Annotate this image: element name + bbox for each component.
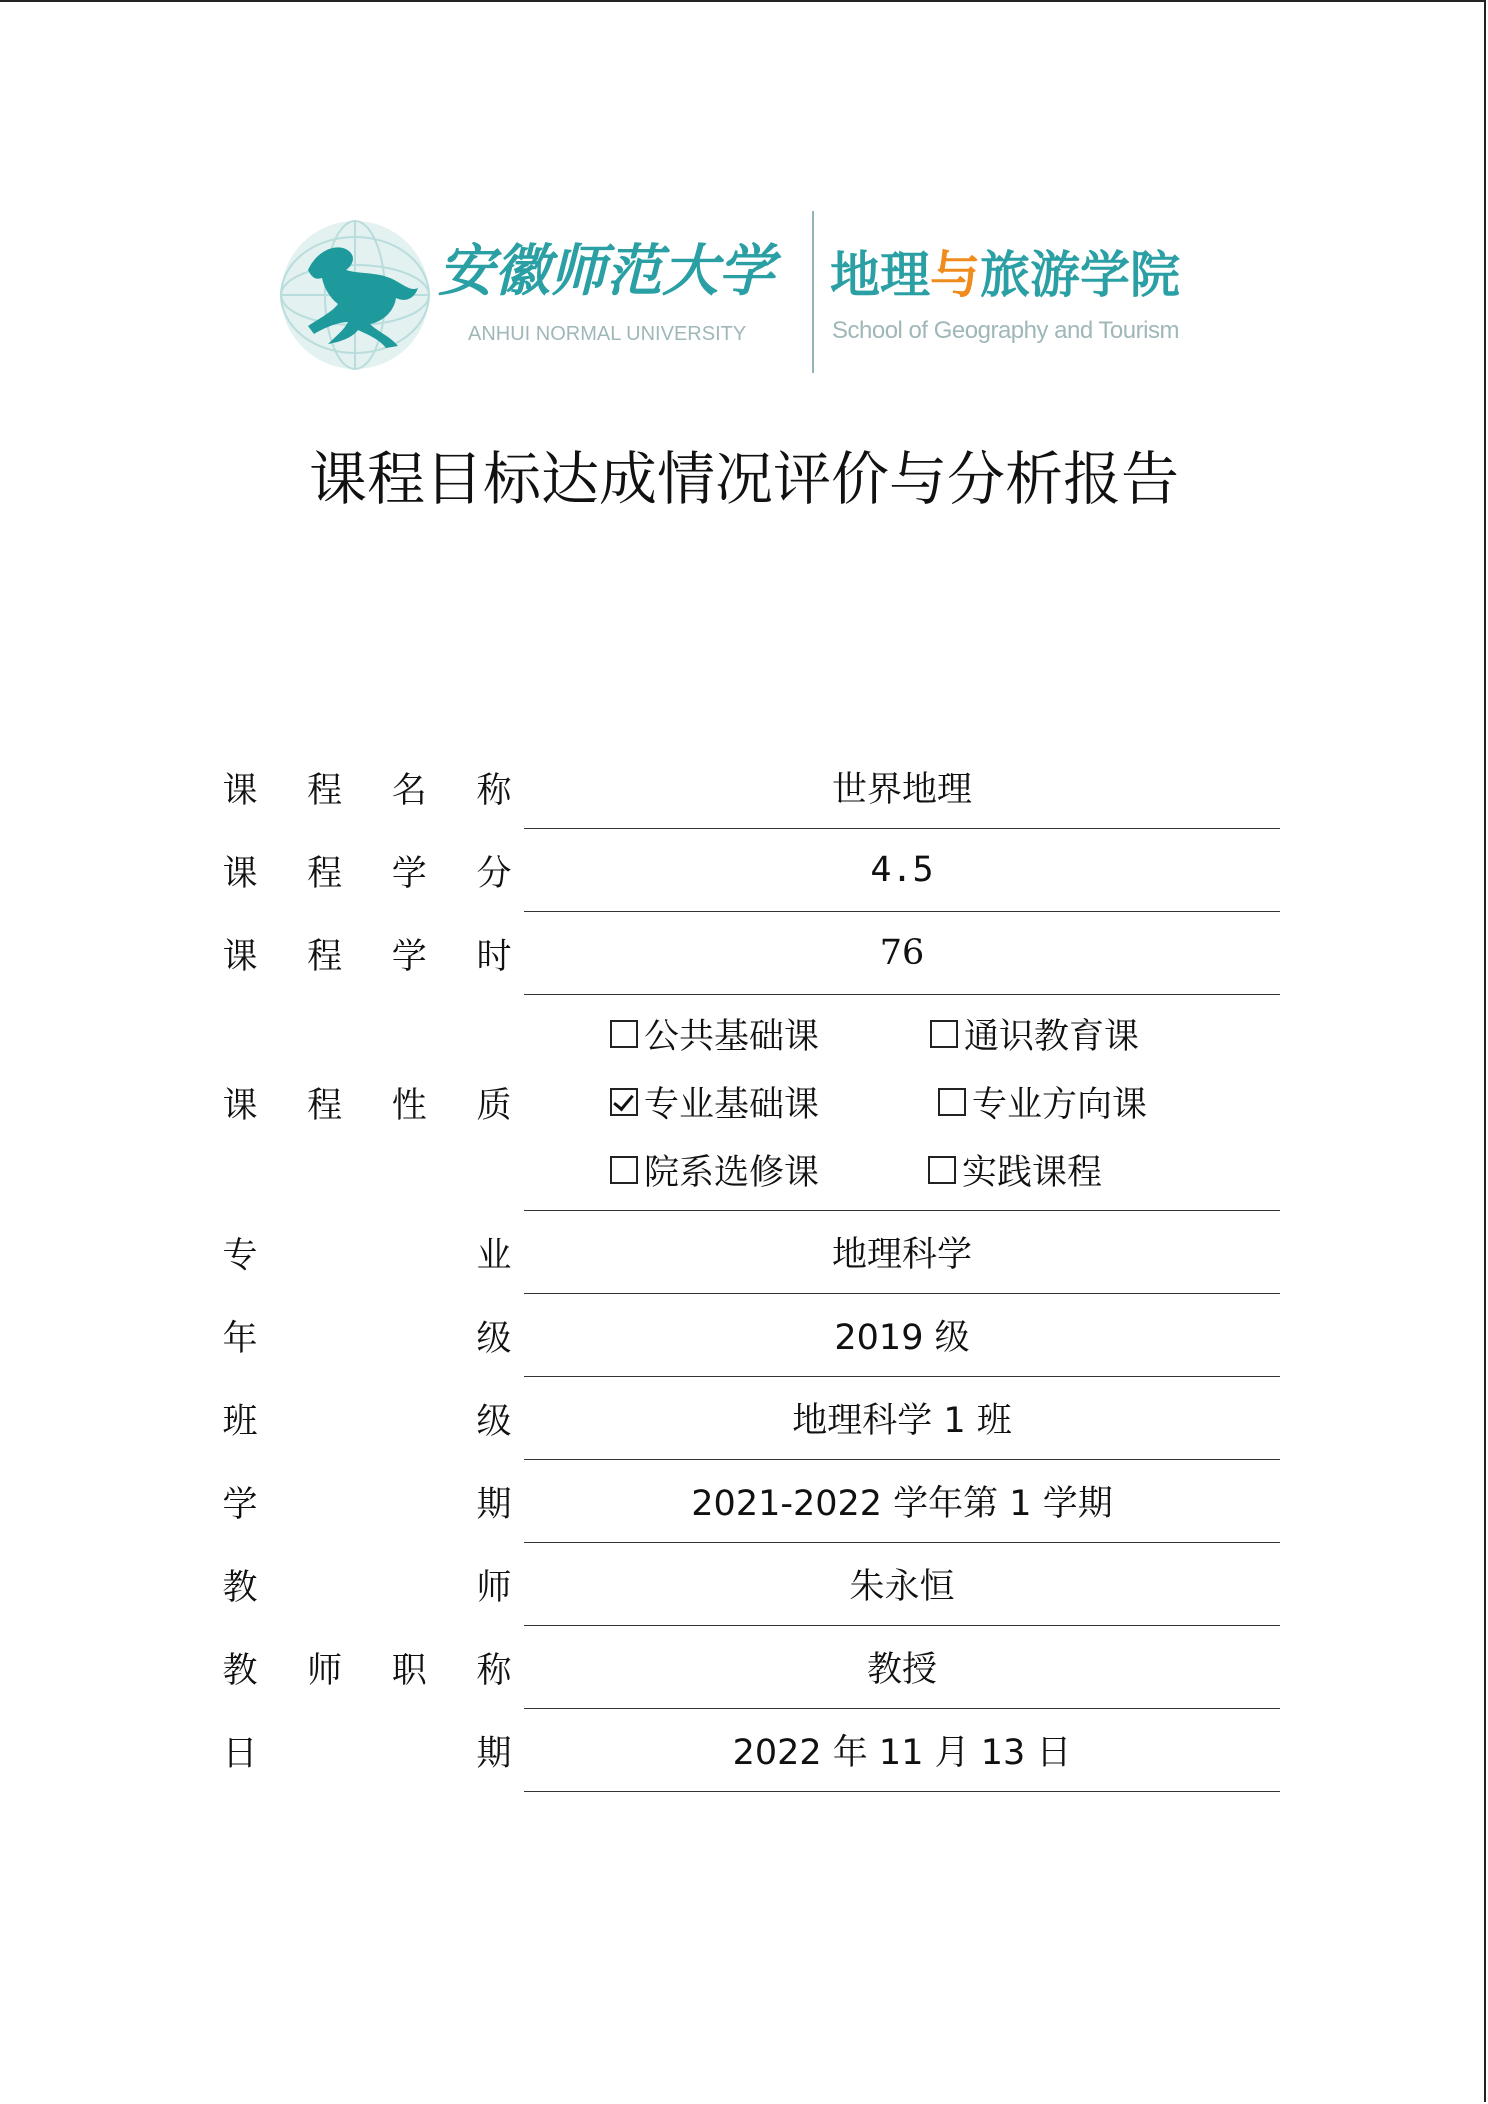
checkbox[interactable] <box>930 1020 958 1048</box>
label-char: 班 <box>222 1401 258 1442</box>
course-nature-options <box>524 995 1280 1211</box>
label-char: 业 <box>476 1235 512 1276</box>
label-char: 师 <box>476 1567 512 1608</box>
field-label <box>222 1211 512 1294</box>
school-name-cn-part2: 旅游学院 <box>980 246 1180 304</box>
logo-divider <box>812 211 814 373</box>
course-name-value: 世界地理 <box>524 746 1280 829</box>
field-label <box>222 829 512 912</box>
label-char: 程 <box>307 770 343 811</box>
option-label: 通识教育课 <box>964 1017 1140 1057</box>
option-label: 实践课程 <box>962 1153 1103 1193</box>
teacher-value: 朱永恒 <box>524 1543 1280 1626</box>
label-char: 课 <box>222 853 258 894</box>
course-info-table <box>222 746 1280 1792</box>
label-char: 称 <box>476 770 512 811</box>
option-label: 公共基础课 <box>644 1017 820 1057</box>
row-teacher <box>222 1543 1280 1626</box>
field-label <box>222 1294 512 1377</box>
credits-value: 4.5 <box>524 829 1280 912</box>
row-course-name <box>222 746 1280 829</box>
term-value: 2021-2022 学年第 1 学期 <box>524 1460 1280 1543</box>
label-char: 级 <box>476 1401 512 1442</box>
checked-checkbox[interactable] <box>610 1088 638 1116</box>
label-char: 期 <box>476 1733 512 1774</box>
label-char: 程 <box>307 936 343 977</box>
label-char: 专 <box>222 1235 258 1276</box>
field-label <box>222 995 512 1211</box>
teacher-title-value: 教授 <box>524 1626 1280 1709</box>
label-char: 时 <box>476 936 512 977</box>
row-grade <box>222 1294 1280 1377</box>
label-char: 教 <box>222 1650 258 1691</box>
university-name-en: ANHUI NORMAL UNIVERSITY <box>468 323 747 345</box>
major-value: 地理科学 <box>524 1211 1280 1294</box>
row-date <box>222 1709 1280 1792</box>
field-label <box>222 1709 512 1792</box>
row-hours <box>222 912 1280 995</box>
label-char: 年 <box>222 1318 258 1359</box>
row-class <box>222 1377 1280 1460</box>
option-label: 专业方向课 <box>972 1085 1148 1125</box>
hours-value: 76 <box>524 912 1280 995</box>
label-char: 称 <box>476 1650 512 1691</box>
label-char: 学 <box>222 1484 258 1525</box>
field-label <box>222 912 512 995</box>
label-char: 课 <box>222 936 258 977</box>
row-teacher-title <box>222 1626 1280 1709</box>
option-public-basic[interactable] <box>610 1009 819 1059</box>
label-char: 师 <box>307 1650 343 1691</box>
option-label: 院系选修课 <box>644 1153 820 1193</box>
report-title: 课程目标达成情况评价与分析报告 <box>308 445 1179 513</box>
checkbox[interactable] <box>610 1020 638 1048</box>
horse-globe-emblem-icon <box>278 218 433 373</box>
university-logo <box>278 205 1198 375</box>
row-term <box>222 1460 1280 1543</box>
field-label <box>222 1460 512 1543</box>
field-label <box>222 1543 512 1626</box>
row-course-nature <box>222 995 1280 1211</box>
date-value: 2022 年 11 月 13 日 <box>524 1709 1280 1792</box>
field-label <box>222 1377 512 1460</box>
checkbox[interactable] <box>938 1088 966 1116</box>
checkbox[interactable] <box>610 1156 638 1184</box>
label-char: 学 <box>391 853 427 894</box>
school-name-en: School of Geography and Tourism <box>832 317 1179 344</box>
option-label: 专业基础课 <box>644 1085 820 1125</box>
university-name-cn: 安徽师范大学 <box>438 238 774 304</box>
checkbox[interactable] <box>928 1156 956 1184</box>
grade-value: 2019 级 <box>524 1294 1280 1377</box>
row-major <box>222 1211 1280 1294</box>
class-value: 地理科学 1 班 <box>524 1377 1280 1460</box>
label-char: 分 <box>476 853 512 894</box>
option-major-direction[interactable] <box>938 1077 1147 1127</box>
label-char: 学 <box>391 936 427 977</box>
row-credits <box>222 829 1280 912</box>
label-char: 名 <box>391 770 427 811</box>
label-char: 课 <box>222 1086 258 1126</box>
label-char: 级 <box>476 1318 512 1359</box>
option-department-elective[interactable] <box>610 1145 819 1195</box>
field-label <box>222 1626 512 1709</box>
option-practice-course[interactable] <box>928 1145 1102 1195</box>
school-name-cn-conjunction: 与 <box>930 246 980 304</box>
option-major-basic[interactable] <box>610 1077 819 1127</box>
label-char: 质 <box>476 1086 512 1126</box>
label-char: 期 <box>476 1484 512 1525</box>
label-char: 程 <box>307 853 343 894</box>
label-char: 性 <box>391 1086 427 1126</box>
label-char: 课 <box>222 770 258 811</box>
option-general-education[interactable] <box>930 1009 1139 1059</box>
label-char: 日 <box>222 1733 258 1774</box>
label-char: 职 <box>391 1650 427 1691</box>
school-name-cn <box>830 235 1190 307</box>
label-char: 教 <box>222 1567 258 1608</box>
label-char: 程 <box>307 1086 343 1126</box>
school-name-cn-part1: 地理 <box>830 246 930 304</box>
field-label <box>222 746 512 829</box>
